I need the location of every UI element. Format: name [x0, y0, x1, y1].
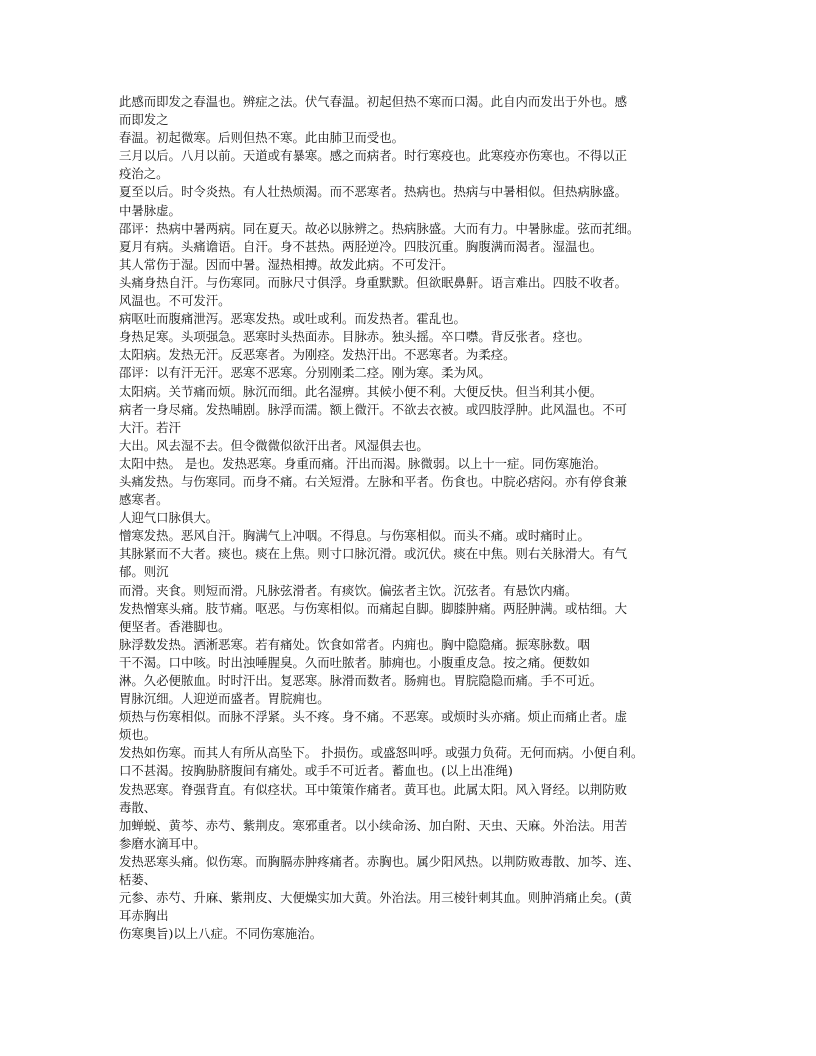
text-line: 而即发之	[119, 112, 169, 128]
text-line: 脉浮数发热。洒淅恶寒。若有痛处。饮食如常者。内痈也。胸中隐隐痛。振寒脉数。咽	[119, 636, 590, 652]
text-line: 邵评：热病中暑两病。同在夏天。故必以脉辨之。热病脉盛。大而有力。中暑脉虚。弦而芤细。	[119, 220, 640, 236]
text-line: 人迎气口脉俱大。	[119, 510, 219, 526]
text-line: 发热如伤寒。而其人有所从高坠下。 扑损伤。或盛怒叫呼。或强力负荷。无何而病。小便自利。	[119, 745, 644, 761]
text-line: 太阳病。关节痛而烦。脉沉而细。此名湿痹。其候小便不利。大便反快。但当利其小便。	[119, 383, 603, 399]
document-page	[119, 93, 705, 943]
text-line: 加蝉蜕、黄芩、赤芍、紫荆皮。寒邪重者。以小续命汤、加白附、天虫、天麻。外治法。用苦	[119, 817, 628, 833]
text-line: 毒散、	[119, 799, 157, 815]
text-line: 头痛身热自汗。与伤寒同。而脉尺寸俱浮。身重默默。但欲眠鼻鼾。语言难出。四肢不收者。	[119, 274, 628, 290]
text-line: 淋。久必便脓血。时时汗出。复恶寒。脉滑而数者。肠痈也。胃脘隐隐而痛。手不可近。	[119, 673, 603, 688]
text-line: 风温也。不可发汗。	[119, 293, 231, 309]
text-line: 疫治之。	[119, 166, 169, 182]
text-line: 其人常伤于湿。因而中暑。湿热相搏。故发此病。不可发汗。	[119, 256, 454, 272]
text-line: 发热恶寒。脊强背直。有似痉状。耳中策策作痛者。黄耳也。此属太阳。风入肾经。以荆防败	[119, 781, 628, 797]
text-line: 太阳病。发热无汗。反恶寒者。为刚痉。发热汗出。不恶寒者。为柔痉。	[119, 347, 516, 363]
text-line: 烦热与伤寒相似。而脉不浮紧。头不疼。身不痛。不恶寒。或烦时头亦痛。烦止而痛止者。虚	[119, 709, 628, 725]
text-line: 太阳中热。 是也。发热恶寒。身重而痛。汗出而渴。脉微弱。以上十一症。同伤寒施治。	[119, 455, 607, 471]
text-line: 病呕吐而腹痛泄泻。恶寒发热。或吐或利。而发热者。霍乱也。	[119, 311, 466, 327]
text-line: 元参、赤芍、升麻、紫荆皮、大便燥实加大黄。外治法。用三棱针刺其血。则肿消痛止矣。(黄	[119, 890, 632, 906]
text-line: 夏至以后。时令炎热。有人壮热烦渴。而不恶寒者。热病也。热病与中暑相似。但热病脉盛。	[119, 184, 628, 200]
text-line: 憎寒发热。恶风自汗。胸满气上冲咽。不得息。与伤寒相似。而头不痛。或时痛时止。	[119, 528, 590, 544]
text-line: 发热憎寒头痛。肢节痛。呕恶。与伤寒相似。而痛起自脚。脚膝肿痛。两胫肿满。或枯细。大	[119, 600, 628, 616]
text-line: 病者一身尽痛。发热晡剧。脉浮而濡。额上微汗。不欲去衣被。或四肢浮肿。此风温也。不可	[119, 401, 628, 417]
text-line: 而滑。夹食。则短而滑。凡脉弦滑者。有痰饮。偏弦者主饮。沉弦者。有悬饮内痛。	[119, 582, 578, 598]
text-line: 身热足寒。头项强急。恶寒时头热面赤。目脉赤。独头摇。卒口噤。背反张者。痉也。	[119, 329, 590, 345]
text-line: 大汗。若汗	[119, 419, 181, 435]
text-line: 春温。初起微寒。后则但热不寒。此由肺卫而受也。	[119, 130, 404, 146]
text-line: 烦也。	[119, 727, 157, 743]
text-line: 干不渴。口中咳。时出浊唾腥臭。久而吐脓者。肺痈也。小腹重皮急。按之痛。便数如	[119, 654, 590, 670]
text-line: 伤寒奥旨)以上八症。不同伤寒施治。	[119, 926, 323, 942]
text-line: 口不甚渴。按胸胁脐腹间有痛处。或手不可近者。蓄血也。(以上出准绳)	[119, 763, 513, 779]
text-line: 耳赤胸出	[119, 908, 169, 924]
text-line: 邵评：以有汗无汗。恶寒不恶寒。分别刚柔二痉。刚为寒。柔为风。	[119, 365, 491, 381]
text-line: 郁。则沉	[119, 564, 169, 580]
text-line: 胃脉沉细。人迎逆而盛者。胃脘痈也。	[119, 691, 330, 707]
text-line: 感寒者。	[119, 492, 169, 508]
text-line: 头痛发热。与伤寒同。而身不痛。右关短滑。左脉和平者。伤食也。中脘必痞闷。亦有停食兼	[119, 473, 628, 489]
text-line: 参磨水滴耳中。	[119, 835, 206, 851]
text-line: 中暑脉虚。	[119, 202, 181, 218]
text-line: 夏月有病。头痛谵语。自汗。身不甚热。两胫逆冷。四肢沉重。胸腹满而渴者。湿温也。	[119, 238, 603, 254]
text-line: 其脉紧而不大者。痰也。痰在上焦。则寸口脉沉滑。或沉伏。痰在中焦。则右关脉滑大。有气	[119, 546, 628, 562]
text-line: 大出。风去湿不去。但令微微似欲汗出者。风湿俱去也。	[119, 437, 429, 453]
text-line: 此感而即发之春温也。辨症之法。伏气春温。初起但热不寒而口渴。此自内而发出于外也。感	[119, 94, 628, 109]
text-line: 发热恶寒头痛。似伤寒。而胸膈赤肿疼痛者。赤胸也。属少阳风热。以荆防败毒散、加芩、连、	[119, 853, 640, 869]
text-line: 三月以后。八月以前。天道或有暴寒。感之而病者。时行寒疫也。此寒疫亦伤寒也。不得以正	[119, 148, 628, 164]
text-line: 便坚者。香港脚也。	[119, 618, 231, 634]
text-line: 栝蒌、	[119, 872, 157, 888]
